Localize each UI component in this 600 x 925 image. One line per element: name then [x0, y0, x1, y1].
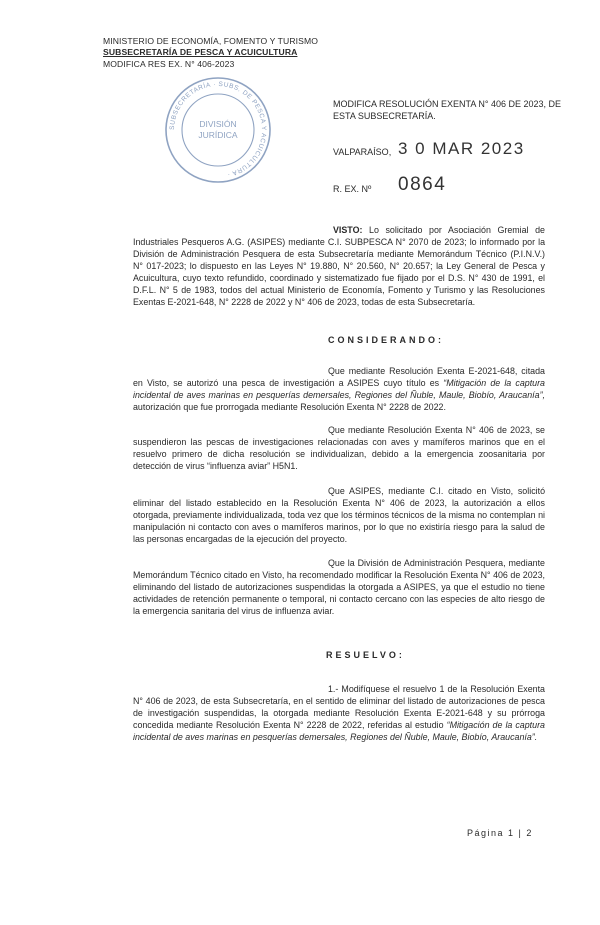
- considerando-paragraph-3: [133, 485, 545, 545]
- considerando-1-text-b: autorización que fue prorrogada mediante Resolución Exenta N° 2228 de 2022.: [133, 402, 446, 412]
- considerando-paragraph-1: [133, 365, 545, 413]
- division-juridica-stamp: [162, 74, 274, 186]
- considerando-heading: CONSIDERANDO:: [328, 335, 445, 345]
- resuelvo-paragraph-1: [133, 683, 545, 743]
- visto-text: Lo solicitado por Asociación Gremial de Industriales Pesqueros A.G. (ASIPES) mediante C.I. SUBPESCA N° 2070 de 2023; lo informado por la División de Administración Pesquera de esta Subsecretaría mediante Memorándum Técnico (P.I.N.V.) N° 017-2023; lo dispuesto en las Leyes N° 19.880, N° 20.560, N° 20.657; la Ley General de Pesca y Acuicultura, cuyo texto refundido, coordinado y sistematizado fue fijado por el D.S. N° 430 de 1991, el D.F.L. N° 5 de 1983, todos del actual Ministerio de Economía, Fomento y Turismo y las Resoluciones Exentas E-2021-648, N° 2228 de 2022 y N° 406 de 2023, todas de esta Subsecretaría.: [133, 225, 545, 307]
- document-subject: MODIFICA RESOLUCIÓN EXENTA N° 406 DE 2023, DE ESTA SUBSECRETARÍA.: [333, 99, 562, 121]
- resolution-number: 0864: [398, 174, 447, 195]
- stamp-line1: DIVISIÓN: [199, 119, 237, 129]
- considerando-1-study-title: “Mitigación de la captura incidental de aves marinas en pesquerías demersales, Regiones del Ñuble, Maule, Biobío, Araucanía”,: [133, 378, 545, 400]
- considerando-1-text-a: Que mediante Resolución Exenta E-2021-648, citada en Visto, se autorizó una pesca de investigación a ASIPES cuyo título es: [133, 366, 545, 388]
- ministry-name: MINISTERIO DE ECONOMÍA, FOMENTO Y TURISMO: [103, 36, 318, 46]
- resuelvo-1-study-title: “Mitigación de la captura incidental de aves marinas en pesquerías demersales, Regiones del Ñuble, Maule, Biobío, Araucanía”.: [133, 720, 545, 742]
- visto-label: VISTO:: [333, 225, 363, 235]
- place-label: VALPARAÍSO,: [333, 147, 392, 157]
- page-number: Página 1 | 2: [467, 828, 533, 838]
- considerando-3-text: Que ASIPES, mediante C.I. citado en Visto, solicitó eliminar del listado establecido en la Resolución Exenta N° 406 de 2023, la autorización a ellos otorgada, previamente individualizada, toda vez que los términos técnicos de la misma no contemplan ni manipulación ni contacto con aves o mamíferos marinos, por lo que no existiría riesgo para la salud de las personas encargadas de la ejecución del proyecto.: [133, 486, 545, 544]
- considerando-4-text: Que la División de Administración Pesquera, mediante Memorándum Técnico citado en Visto, ha recomendado modificar la Resolución Exenta N° 406 de 2023, eliminando del listado de autorizaciones suspendidas la otorgada a ASIPES, ya que el estudio no tiene actividades de retención permanente o temporal, ni contacto cercano con las especies de alto riesgo de la emergencia sanitaria del virus de influenza aviar.: [133, 558, 545, 616]
- considerando-2-text: Que mediante Resolución Exenta N° 406 de 2023, se suspendieron las pescas de investigaciones relacionadas con aves y mamíferos marinos que en el resuelvo primero de dicha resolución se individualizan, debido a la emergencia zoosanitaria por detección de virus “influenza aviar” H5N1.: [133, 425, 545, 471]
- resolution-label: R. EX. Nº: [333, 184, 372, 194]
- visto-paragraph: [133, 224, 545, 308]
- resuelvo-1-text-a: 1.- Modifíquese el resuelvo 1 de la Resolución Exenta N° 406 de 2023, de esta Subsecretaría, en el sentido de eliminar del listado de autorizaciones de pesca de investigación suspendidas, la otorgada mediante Resolución Exenta E-2021-648 y su prórroga concedida mediante Resolución Exenta N° 2228 de 2022, referidas al estudio: [133, 684, 545, 730]
- date-stamp: 3 0 MAR 2023: [398, 139, 525, 158]
- stamp-line2: JURÍDICA: [198, 130, 238, 140]
- considerando-paragraph-2: [133, 424, 545, 472]
- subsecretaria-name: SUBSECRETARÍA DE PESCA Y ACUICULTURA: [103, 47, 298, 57]
- document-reference: MODIFICA RES EX. N° 406-2023: [103, 59, 235, 69]
- stamp-ring-text: SUBSECRETARÍA · SUBS. DE PESCA Y ACUICULTURA ·: [168, 80, 268, 178]
- considerando-paragraph-4: [133, 557, 545, 617]
- resuelvo-heading: RESUELVO:: [326, 650, 405, 660]
